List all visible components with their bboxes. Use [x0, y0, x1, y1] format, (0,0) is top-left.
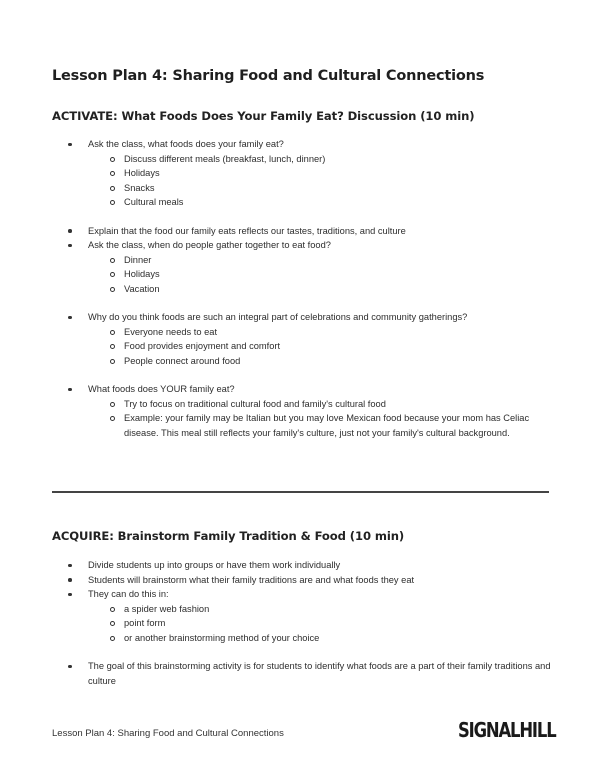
section-divider — [52, 491, 549, 493]
sub-list-item: Cultural meals — [88, 195, 552, 210]
sub-list-item: Try to focus on traditional cultural food and family's cultural food — [88, 397, 552, 412]
sub-list-item: Vacation — [88, 282, 552, 297]
footer-text: Lesson Plan 4: Sharing Food and Cultural Connections — [52, 728, 284, 739]
sub-list-item: Discuss different meals (breakfast, lunch, dinner) — [88, 152, 552, 167]
sub-list-item: Holidays — [88, 267, 552, 282]
activate-list — [62, 137, 552, 440]
list-item — [62, 382, 552, 440]
list-item-text: They can do this in: — [88, 589, 169, 599]
page-title: Lesson Plan 4: Sharing Food and Cultural Connections — [52, 68, 485, 84]
list-item-text: What foods does YOUR family eat? — [88, 384, 235, 394]
list-item — [62, 238, 552, 296]
list-item: Divide students up into groups or have them work individually — [62, 558, 552, 573]
activate-heading: ACTIVATE: What Foods Does Your Family Eat? Discussion (10 min) — [52, 109, 475, 123]
acquire-heading: ACQUIRE: Brainstorm Family Tradition & Food (10 min) — [52, 529, 405, 543]
signalhill-logo: SIGNALHILL — [458, 718, 556, 742]
list-item: Explain that the food our family eats reflects our tastes, traditions, and culture — [62, 224, 552, 239]
list-item-text: Ask the class, what foods does your family eat? — [88, 139, 284, 149]
list-item: The goal of this brainstorming activity is for students to identify what foods are a part of their family traditions and culture — [62, 659, 552, 688]
list-item — [62, 137, 552, 210]
acquire-list — [62, 558, 552, 688]
sub-list-item: point form — [88, 616, 552, 631]
list-item: Students will brainstorm what their family traditions are and what foods they eat — [62, 573, 552, 588]
sub-list-item: Everyone needs to eat — [88, 325, 552, 340]
sub-list-item: People connect around food — [88, 354, 552, 369]
list-item-text: Ask the class, when do people gather together to eat food? — [88, 240, 331, 250]
sub-list-item: a spider web fashion — [88, 602, 552, 617]
sub-list-item: Food provides enjoyment and comfort — [88, 339, 552, 354]
sub-list-item: or another brainstorming method of your choice — [88, 631, 552, 646]
list-item-text: Why do you think foods are such an integral part of celebrations and community gatherings? — [88, 312, 468, 322]
list-item — [62, 310, 552, 368]
sub-list-item: Holidays — [88, 166, 552, 181]
sub-list-item: Dinner — [88, 253, 552, 268]
sub-list-item: Snacks — [88, 181, 552, 196]
list-item — [62, 587, 552, 645]
sub-list-item: Example: your family may be Italian but you may love Mexican food because your mom has Celiac disease. This meal still reflects your family's culture, just not your family's cultural background. — [88, 411, 552, 440]
